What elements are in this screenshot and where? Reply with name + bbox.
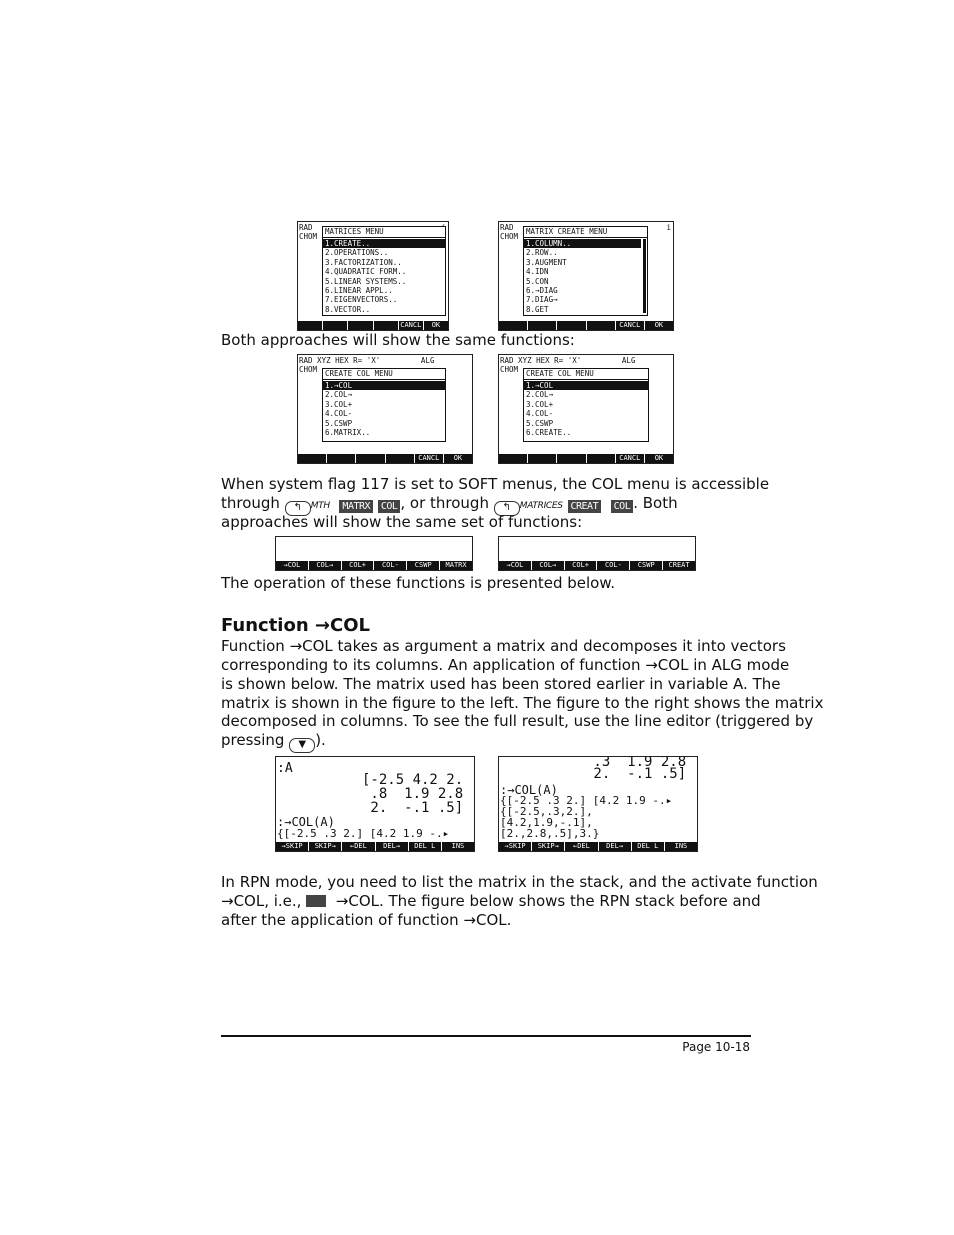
menu-item[interactable]: 4.IDN	[526, 267, 549, 277]
soft-menu-bar	[499, 561, 695, 570]
calc-screen-matrices-menu	[297, 221, 449, 331]
stack-line: :→COL(A)	[277, 815, 335, 829]
softkey[interactable]: INS	[674, 842, 688, 850]
soft-menu-bar	[499, 454, 673, 463]
editor-line: [4.2,1.9,-.1],	[500, 816, 593, 829]
softkey[interactable]: →SKIP	[499, 842, 532, 851]
softkey[interactable]: →COL	[276, 561, 309, 570]
cancel-softkey[interactable]: CANCL	[399, 321, 424, 330]
cancel-softkey[interactable]: CANCL	[415, 454, 444, 463]
col-softkey-icon: COL	[378, 500, 401, 513]
choose-box	[523, 226, 648, 316]
softkey[interactable]: COL→	[532, 561, 565, 570]
menu-item[interactable]: 8.VECTOR..	[325, 304, 371, 314]
status-line: RAD XYZ HEX R= 'X' ALG	[299, 356, 435, 365]
page-number: Page 10-18	[682, 1040, 750, 1054]
softkey[interactable]: →COL	[499, 561, 532, 570]
body-text: . Both	[633, 494, 678, 512]
body-text-line	[221, 731, 326, 753]
cancel-softkey[interactable]: CANCL	[616, 321, 645, 330]
softkey[interactable]: COL-	[374, 561, 407, 570]
stack-line: {[-2.5 .3 2.] [4.2 1.9 -.▸	[500, 794, 673, 807]
softkey[interactable]: COL+	[565, 561, 598, 570]
menu-item[interactable]: 4.QUADRATIC FORM..	[325, 267, 407, 277]
stack-line: {[-2.5 .3 2.] [4.2 1.9 -.▸	[277, 827, 450, 840]
calc-screen-matrix-create-menu	[498, 221, 674, 331]
menu-item[interactable]: 6.→DIAG	[526, 285, 558, 295]
menu-item[interactable]: 6.LINEAR APPL..	[325, 285, 393, 295]
softkey[interactable]: SKIP→	[532, 842, 565, 851]
choose-box	[322, 368, 446, 442]
softkey[interactable]	[348, 321, 373, 330]
calc-screen-create-col-menu-right	[498, 354, 674, 464]
body-text: approaches will show the same set of functions:	[221, 513, 583, 531]
footer-rule	[221, 1035, 751, 1037]
editor-line: [2.,2.8,.5],3.}	[500, 827, 600, 840]
menu-title: CREATE COL MENU	[323, 369, 445, 380]
menu-item[interactable]: 6.CREATE..	[526, 427, 572, 437]
choose-box	[322, 226, 446, 316]
menu-item[interactable]: 5.CSWP	[325, 418, 353, 428]
soft-menu-bar	[499, 842, 697, 851]
body-text: Function →COL takes as argument a matrix and decomposes it into vectors	[221, 637, 786, 655]
status-line: CHOM	[500, 365, 519, 374]
ok-softkey[interactable]: OK	[431, 321, 441, 329]
softkey[interactable]	[557, 321, 586, 330]
matrx-softkey-icon: MATRX	[339, 500, 373, 513]
softkey[interactable]	[323, 321, 348, 330]
editor-line: {[-2.5,.3,2.],	[500, 805, 593, 818]
matrix-row: 2. -.1 .5]	[362, 800, 464, 816]
menu-item[interactable]: 6.MATRIX..	[325, 427, 371, 437]
menu-item[interactable]: 8.GET	[526, 304, 549, 314]
cancel-softkey[interactable]: CANCL	[616, 454, 645, 463]
body-text: Both approaches will show the same functions:	[221, 331, 575, 349]
calc-screen-soft-menu-matrx	[275, 536, 473, 571]
mth-key-label: MTH	[310, 501, 330, 511]
body-text-line	[221, 892, 761, 911]
menu-item[interactable]: 2.COL→	[325, 390, 353, 400]
menu-item[interactable]: 3.AUGMENT	[526, 257, 567, 267]
matrix-row: 2. -.1 .5]	[585, 766, 687, 782]
softkey[interactable]: ←DEL	[342, 842, 375, 851]
soft-menu-bar	[499, 321, 673, 330]
soft-menu-bar	[298, 454, 472, 463]
matrices-key-label: MATRICES	[519, 501, 563, 511]
calc-screen-create-col-menu-left	[297, 354, 473, 464]
softkey[interactable]: CREAT	[668, 561, 690, 569]
menu-item[interactable]: 4.COL-	[325, 409, 353, 419]
body-text: The operation of these functions is presented below.	[221, 574, 616, 592]
creat-softkey-icon: CREAT	[568, 500, 602, 513]
matrix-row: .3 1.9 2.8	[585, 756, 687, 770]
softkey[interactable]	[587, 454, 616, 463]
softkey[interactable]	[587, 321, 616, 330]
softkey[interactable]	[528, 321, 557, 330]
down-arrow-key-icon: ▼	[289, 738, 315, 753]
body-text: corresponding to its columns. An application of function →COL in ALG mode	[221, 656, 790, 674]
softkey[interactable]	[528, 454, 557, 463]
body-text: matrix is shown in the figure to the left. The figure to the right shows the matrix	[221, 694, 824, 712]
menu-item[interactable]: 3.COL+	[325, 399, 353, 409]
menu-item[interactable]: 1.→COL	[323, 381, 445, 390]
softkey[interactable]	[499, 454, 528, 463]
softkey[interactable]	[298, 321, 323, 330]
softkey[interactable]: SKIP→	[309, 842, 342, 851]
menu-item[interactable]: 7.DIAG→	[526, 295, 558, 305]
menu-item[interactable]: 2.OPERATIONS..	[325, 248, 389, 258]
body-text: When system flag 117 is set to SOFT menus, the COL menu is accessible	[221, 475, 770, 493]
menu-item[interactable]: 1.→COL	[524, 381, 648, 390]
softkey[interactable]	[327, 454, 356, 463]
softkey[interactable]: CSWP	[407, 561, 440, 570]
info-icon: i	[666, 223, 671, 232]
softkey[interactable]	[298, 454, 327, 463]
calc-screen-soft-menu-creat	[498, 536, 696, 571]
menu-item[interactable]: 7.EIGENVECTORS..	[325, 295, 398, 305]
body-text: In RPN mode, you need to list the matrix in the stack, and the activate function	[221, 873, 818, 891]
softkey[interactable]: →SKIP	[276, 842, 309, 851]
softkey[interactable]: ←DEL	[565, 842, 598, 851]
softkey[interactable]: CSWP	[630, 561, 663, 570]
status-line: CHOM	[500, 232, 519, 241]
softkey[interactable]: DEL L	[409, 842, 442, 851]
softkey[interactable]: DEL→	[376, 842, 409, 851]
menu-item[interactable]: 1.COLUMN..	[524, 239, 641, 248]
softkey[interactable]	[374, 321, 399, 330]
left-shift-key-icon: ↰	[494, 501, 520, 516]
menu-item[interactable]: 4.COL-	[526, 409, 554, 419]
menu-item[interactable]: 3.COL+	[526, 399, 554, 409]
softkey[interactable]	[356, 454, 385, 463]
body-text: →COL, i.e.,	[221, 892, 302, 910]
status-line: RAD	[500, 223, 514, 232]
col-softkey-icon: COL	[611, 500, 634, 513]
softkey[interactable]: DEL L	[632, 842, 665, 851]
body-text: →COL. The figure below shows the RPN stack before and	[335, 892, 761, 910]
stack-line: :A	[277, 761, 293, 776]
body-text: ).	[315, 731, 326, 749]
menu-item[interactable]: 3.FACTORIZATION..	[325, 257, 402, 267]
body-text: after the application of function →COL.	[221, 911, 512, 929]
menu-item[interactable]: 2.ROW..	[526, 248, 558, 258]
softkey[interactable]: COL→	[309, 561, 342, 570]
softkey[interactable]: COL+	[342, 561, 375, 570]
section-heading: Function →COL	[221, 615, 370, 636]
ok-softkey[interactable]: OK	[453, 454, 463, 462]
soft-menu-bar	[276, 842, 474, 851]
body-text: through	[221, 494, 280, 512]
ok-softkey[interactable]: OK	[654, 454, 664, 462]
status-line: CHOM	[299, 232, 318, 241]
menu-item[interactable]: 5.CON	[526, 276, 549, 286]
calc-screen-alg-col-result	[498, 756, 698, 852]
stack-line: :→COL(A)	[500, 783, 558, 797]
menu-title: MATRICES MENU	[323, 227, 445, 238]
left-shift-key-icon: ↰	[285, 501, 311, 516]
ok-softkey[interactable]: OK	[654, 321, 664, 329]
menu-title: CREATE COL MENU	[524, 369, 648, 380]
status-line: CHOM	[299, 365, 318, 374]
body-text: pressing	[221, 731, 285, 749]
menu-title: MATRIX CREATE MENU	[524, 227, 647, 238]
matrix-row: [-2.5 4.2 2.	[362, 772, 464, 788]
body-text: , or through	[400, 494, 489, 512]
softkey[interactable]	[386, 454, 415, 463]
softkey[interactable]	[499, 321, 528, 330]
softkey[interactable]: INS	[451, 842, 465, 850]
matrix-softkey-icon	[306, 895, 326, 907]
menu-item[interactable]: 1.CREATE..	[323, 239, 445, 248]
body-text: is shown below. The matrix used has been stored earlier in variable A. The	[221, 675, 781, 693]
menu-item[interactable]: 2.COL→	[526, 390, 554, 400]
matrix-row: .8 1.9 2.8	[362, 786, 464, 802]
softkey[interactable]	[557, 454, 586, 463]
menu-item[interactable]: 5.CSWP	[526, 418, 554, 428]
status-line: RAD	[299, 223, 313, 232]
body-text: decomposed in columns. To see the full result, use the line editor (triggered by	[221, 712, 814, 730]
softkey[interactable]: MATRX	[445, 561, 467, 569]
calc-screen-alg-matrix-a	[275, 756, 475, 852]
soft-menu-bar	[298, 321, 448, 330]
menu-item[interactable]: 5.LINEAR SYSTEMS..	[325, 276, 407, 286]
softkey[interactable]: COL-	[597, 561, 630, 570]
scrollbar[interactable]	[643, 239, 646, 313]
soft-menu-bar	[276, 561, 472, 570]
softkey[interactable]: DEL→	[599, 842, 632, 851]
status-line: RAD XYZ HEX R= 'X' ALG	[500, 356, 636, 365]
choose-box	[523, 368, 649, 442]
